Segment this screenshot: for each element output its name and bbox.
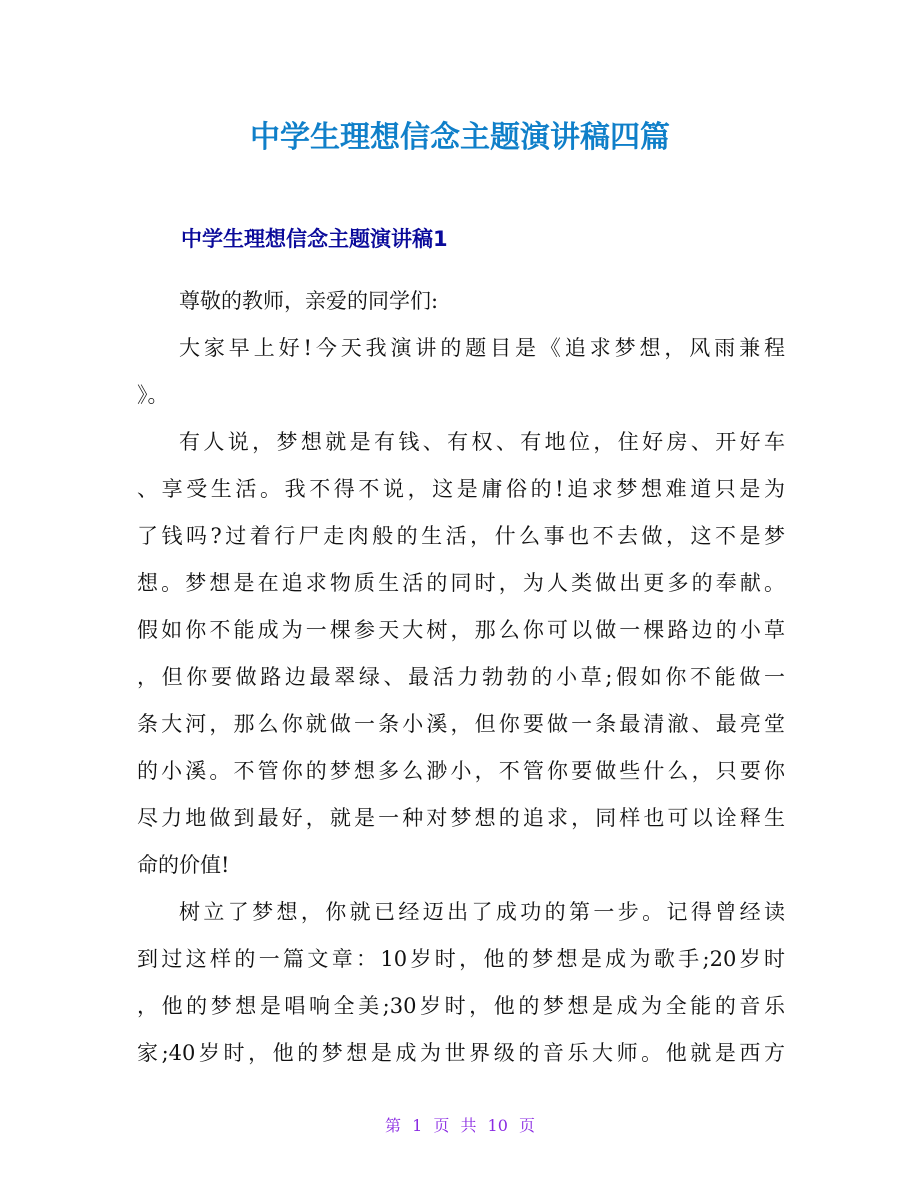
text-line: ，但你要做路边最翠绿、最活力勃勃的小草;假如你不能做一 [137, 665, 785, 689]
text-line: 、享受生活。我不得不说，这是庸俗的!追求梦想难道只是为 [137, 477, 785, 501]
page-number-footer: 第 1 页 共 10 页 [385, 1116, 535, 1135]
text-line: 命的价值! [137, 853, 230, 877]
text-line: 大家早上好!今天我演讲的题目是《追求梦想，风雨兼程 [179, 336, 785, 360]
text-line: ，他的梦想是唱响全美;30岁时，他的梦想是成为全能的音乐 [137, 994, 785, 1018]
text-line: 家;40岁时，他的梦想是成为世界级的音乐大师。他就是西方 [137, 1041, 785, 1065]
text-line: 假如你不能成为一棵参天大树，那么你可以做一棵路边的小草 [137, 618, 785, 642]
text-line: 的小溪。不管你的梦想多么渺小，不管你要做些什么，只要你 [137, 759, 785, 783]
section-heading: 中学生理想信念主题演讲稿1 [181, 227, 448, 251]
text-line: 尽力地做到最好，就是一种对梦想的追求，同样也可以诠释生 [137, 806, 785, 830]
text-line: 树立了梦想，你就已经迈出了成功的第一步。记得曾经读 [179, 900, 785, 924]
text-line: 条大河，那么你就做一条小溪，但你要做一条最清澈、最亮堂 [137, 712, 785, 736]
text-line: 想。梦想是在追求物质生活的同时，为人类做出更多的奉献。 [137, 571, 785, 595]
text-line: 尊敬的教师，亲爱的同学们: [179, 289, 439, 313]
text-line: 》。 [137, 383, 169, 407]
body-text [137, 278, 785, 1077]
text-line: 有人说，梦想就是有钱、有权、有地位，住好房、开好车 [179, 430, 785, 454]
document-title: 中学生理想信念主题演讲稿四篇 [250, 120, 670, 155]
text-line: 了钱吗?过着行尸走肉般的生活，什么事也不去做，这不是梦 [137, 524, 785, 548]
text-line: 到过这样的一篇文章：10岁时，他的梦想是成为歌手;20岁时 [137, 947, 785, 971]
